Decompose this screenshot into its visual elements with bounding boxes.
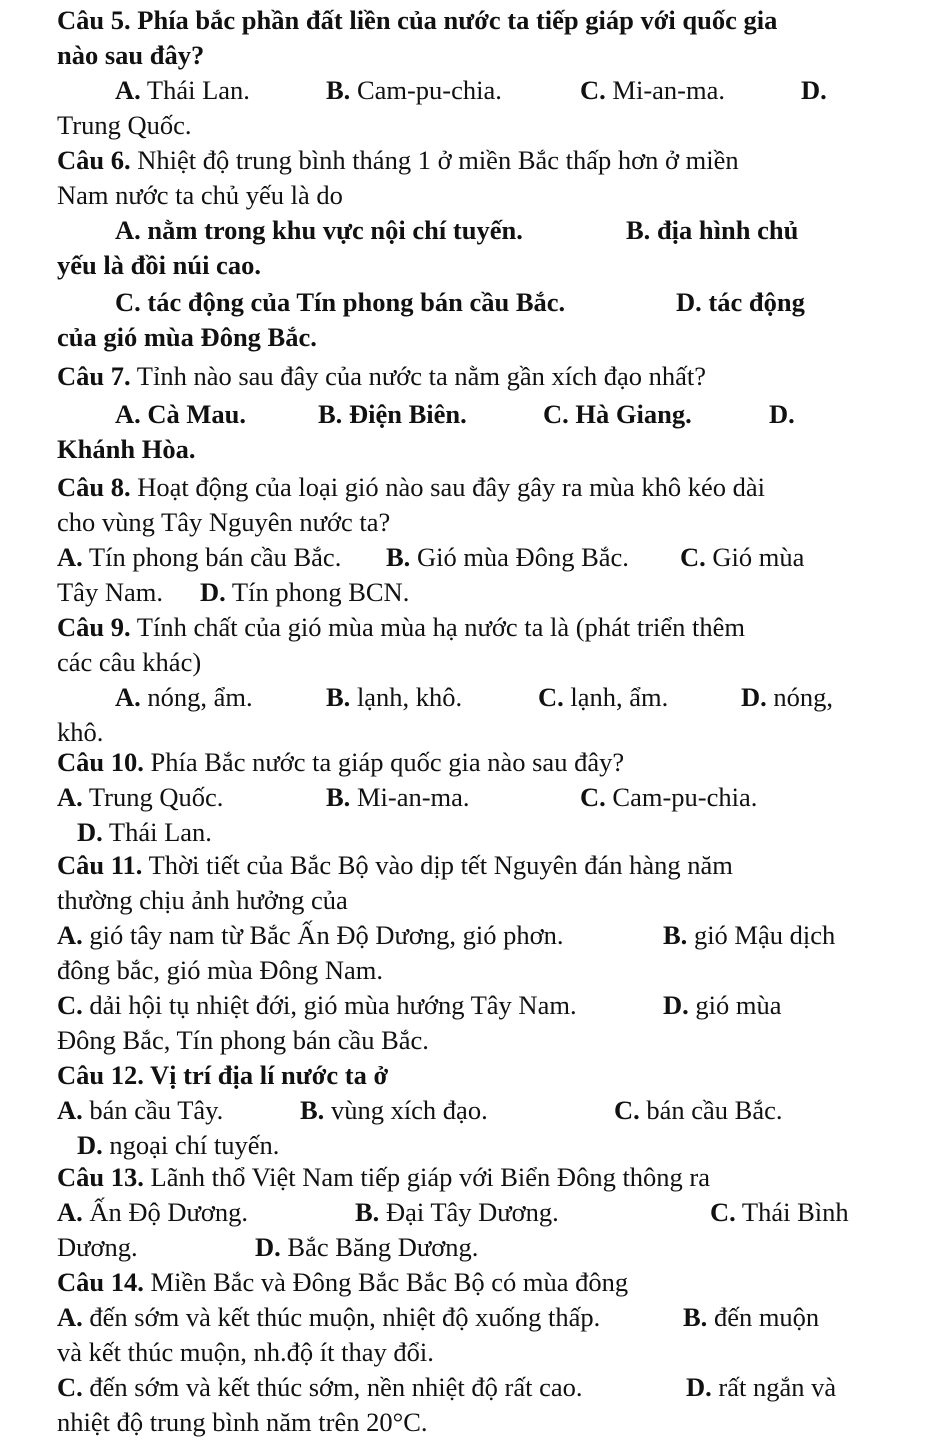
question-prompt: Phía bắc phần đất liền của nước ta tiếp giáp với quốc gia <box>130 5 778 35</box>
question-11 <box>0 847 934 883</box>
question-label: Câu 13. <box>57 1162 144 1192</box>
option-c-cont: Dương. <box>57 1232 138 1262</box>
option-d-cont: khô. <box>57 717 104 747</box>
option-c: C. Mi-an-ma. <box>580 75 725 105</box>
question-label: Câu 7. <box>57 361 131 391</box>
question-prompt: Tính chất của gió mùa mùa hạ nước ta là (phát triển thêm <box>130 612 746 642</box>
option-a: A. nằm trong khu vực nội chí tuyến. <box>115 215 523 245</box>
option-a: A. Cà Mau. <box>115 399 247 429</box>
question-10 <box>0 744 934 780</box>
question-label: Câu 6. <box>57 145 131 175</box>
option-b: B. đến muộn <box>683 1302 820 1332</box>
option-a: A. bán cầu Tây. <box>57 1095 224 1125</box>
question-prompt: thường chịu ảnh hưởng của <box>57 885 348 915</box>
option-c: C. tác động của Tín phong bán cầu Bắc. <box>115 287 566 317</box>
question-prompt: Thời tiết của Bắc Bộ vào dịp tết Nguyên đán hàng năm <box>142 850 733 880</box>
option-b: B. Mi-an-ma. <box>326 782 470 812</box>
question-prompt: Tỉnh nào sau đây của nước ta nằm gần xích đạo nhất? <box>130 361 707 391</box>
option-c: C. Gió mùa <box>680 542 805 572</box>
question-prompt: Vị trí địa lí nước ta ở <box>143 1060 389 1090</box>
option-b: B. địa hình chủ <box>626 215 799 245</box>
question-prompt: Nam nước ta chủ yếu là do <box>57 180 343 210</box>
option-b-cont: đông bắc, gió mùa Đông Nam. <box>57 955 384 985</box>
option-a: A. Tín phong bán cầu Bắc. <box>57 542 342 572</box>
question-prompt: Phía Bắc nước ta giáp quốc gia nào sau đây? <box>143 747 625 777</box>
option-c: C. Hà Giang. <box>543 399 692 429</box>
option-b: B. vùng xích đạo. <box>300 1095 488 1125</box>
option-d: D. Bắc Băng Dương. <box>255 1232 479 1262</box>
option-c: C. Cam-pu-chia. <box>580 782 758 812</box>
option-d: D. ngoại chí tuyến. <box>77 1130 280 1160</box>
option-b-cont: yếu là đồi núi cao. <box>57 250 261 280</box>
option-b: B. lạnh, khô. <box>326 682 463 712</box>
option-c: C. Thái Bình <box>710 1197 849 1227</box>
option-a: A. nóng, ẩm. <box>115 682 253 712</box>
option-a: A. gió tây nam từ Bắc Ấn Độ Dương, gió phơn. <box>57 920 564 950</box>
question-label: Câu 9. <box>57 612 131 642</box>
option-d: D. Tín phong BCN. <box>200 577 410 607</box>
question-label: Câu 5. <box>57 5 131 35</box>
question-prompt: Nhiệt độ trung bình tháng 1 ở miền Bắc thấp hơn ở miền <box>130 145 739 175</box>
question-prompt: Miền Bắc và Đông Bắc Bắc Bộ có mùa đông <box>143 1267 629 1297</box>
question-label: Câu 10. <box>57 747 144 777</box>
question-6 <box>0 142 934 178</box>
question-7 <box>0 358 934 394</box>
question-prompt: Lãnh thổ Việt Nam tiếp giáp với Biển Đông thông ra <box>143 1162 711 1192</box>
question-14 <box>0 1264 934 1300</box>
option-c-cont: Tây Nam. <box>57 577 163 607</box>
option-d: D. tác động <box>676 287 805 317</box>
option-c: C. bán cầu Bắc. <box>614 1095 783 1125</box>
question-8 <box>0 469 934 505</box>
option-b-cont: và kết thúc muộn, nh.độ ít thay đổi. <box>57 1337 434 1367</box>
question-9 <box>0 609 934 645</box>
question-prompt: cho vùng Tây Nguyên nước ta? <box>57 507 391 537</box>
option-b: B. Điện Biên. <box>318 399 467 429</box>
option-d: D. <box>801 75 827 105</box>
question-prompt: Hoạt động của loại gió nào sau đây gây ra mùa khô kéo dài <box>130 472 765 502</box>
option-d: D. rất ngắn và <box>686 1372 837 1402</box>
option-d-cont: của gió mùa Đông Bắc. <box>57 322 317 352</box>
option-d-text: Khánh Hòa. <box>57 434 196 464</box>
option-d: D. Thái Lan. <box>77 817 212 847</box>
option-a: A. Ấn Độ Dương. <box>57 1197 249 1227</box>
question-label: Câu 8. <box>57 472 131 502</box>
option-d: D. <box>769 399 795 429</box>
question-label: Câu 11. <box>57 850 143 880</box>
question-prompt: các câu khác) <box>57 647 202 677</box>
option-a: A. đến sớm và kết thúc muộn, nhiệt độ xuống thấp. <box>57 1302 601 1332</box>
question-12 <box>0 1057 934 1093</box>
option-d-text: Trung Quốc. <box>57 110 192 140</box>
question-label: Câu 14. <box>57 1267 144 1297</box>
option-b: B. Cam-pu-chia. <box>326 75 502 105</box>
option-c: C. dải hội tụ nhiệt đới, gió mùa hướng Tây Nam. <box>57 990 577 1020</box>
option-c: C. đến sớm và kết thúc sớm, nền nhiệt độ rất cao. <box>57 1372 583 1402</box>
option-a: A. Thái Lan. <box>115 75 250 105</box>
question-13 <box>0 1159 934 1195</box>
option-b: B. gió Mậu dịch <box>663 920 836 950</box>
option-b: B. Gió mùa Đông Bắc. <box>386 542 629 572</box>
question-label: Câu 12. <box>57 1060 144 1090</box>
option-a: A. Trung Quốc. <box>57 782 224 812</box>
option-d-cont: nhiệt độ trung bình năm trên 20°C. <box>57 1407 428 1437</box>
option-b: B. Đại Tây Dương. <box>355 1197 559 1227</box>
question-prompt: nào sau đây? <box>57 40 205 70</box>
option-d-cont: Đông Bắc, Tín phong bán cầu Bắc. <box>57 1025 429 1055</box>
question-5 <box>0 2 934 38</box>
option-c: C. lạnh, ẩm. <box>538 682 669 712</box>
option-d: D. gió mùa <box>663 990 782 1020</box>
option-d: D. nóng, <box>741 682 834 712</box>
